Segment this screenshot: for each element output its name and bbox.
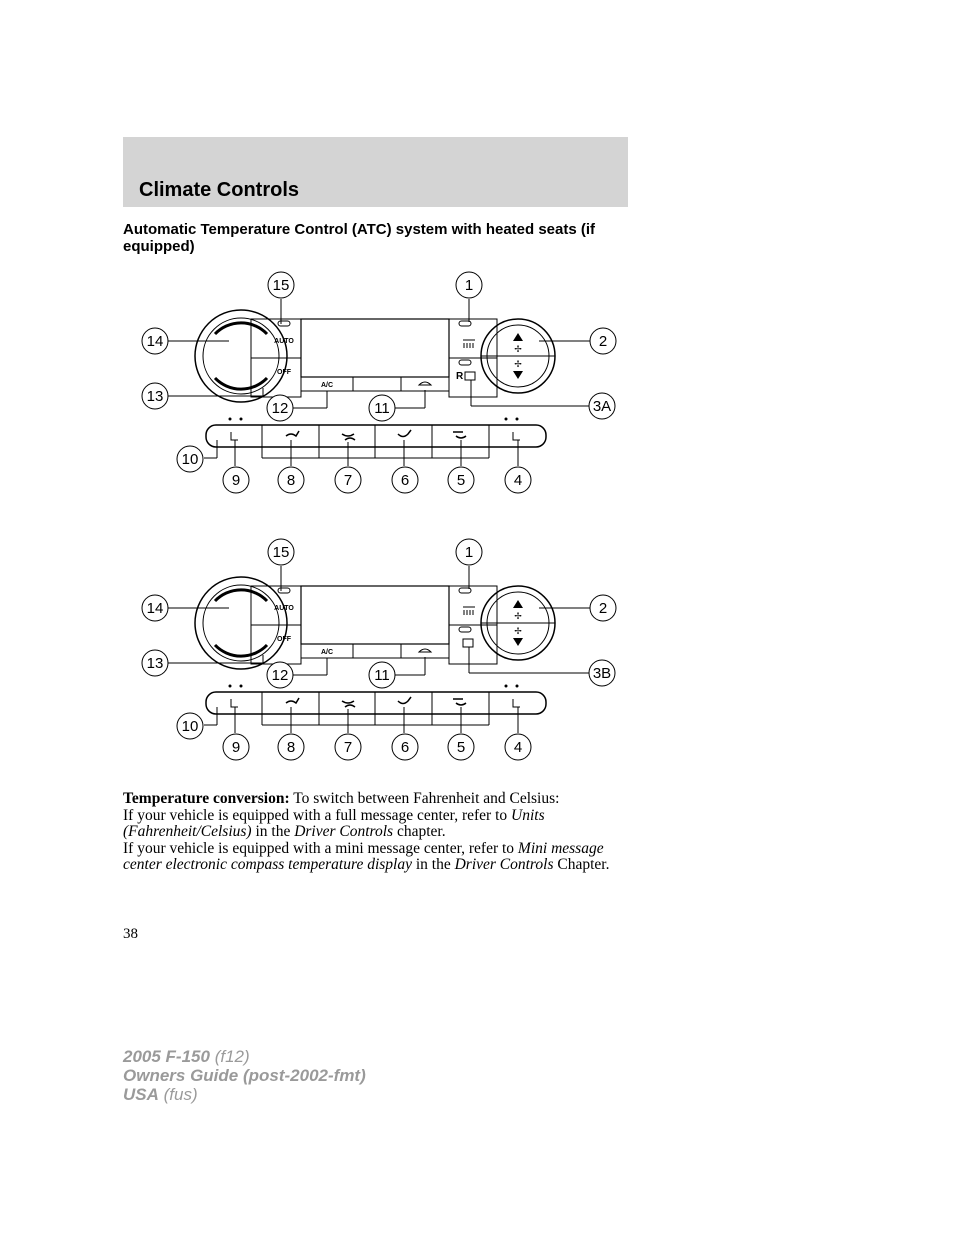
conversion-label: Temperature conversion: [123, 790, 290, 807]
callout-2: 2 [598, 600, 608, 617]
callout-11: 11 [374, 667, 390, 684]
reference-driver-controls: Driver Controls [454, 856, 554, 873]
callout-15: 15 [272, 544, 290, 561]
ac-label: A/C [320, 649, 334, 656]
callout-4: 4 [513, 739, 523, 756]
callout-5: 5 [456, 472, 466, 489]
subheading: Automatic Temperature Control (ATC) system with heated seats (if equipped) [123, 221, 596, 255]
callout-3b: 3B [592, 665, 612, 682]
callout-6: 6 [400, 739, 410, 756]
footer-market-code: (fus) [163, 1085, 198, 1104]
section-title: Climate Controls [139, 179, 300, 201]
body-text [123, 791, 628, 874]
callout-5: 5 [456, 739, 466, 756]
reference-units: Units (Fahrenheit/Celsius) [123, 806, 545, 840]
callout-12: 12 [271, 667, 289, 684]
footer-line-1 [123, 1047, 366, 1066]
page-number: 38 [123, 926, 138, 942]
ac-label: A/C [320, 382, 334, 389]
callout-2: 2 [598, 333, 608, 350]
callout-4: 4 [513, 472, 523, 489]
svg-text:✢: ✢ [514, 359, 522, 369]
text-span: If your vehicle is equipped with a full message center, refer to [123, 806, 508, 824]
section-header-band [123, 137, 628, 207]
callout-8: 8 [286, 472, 296, 489]
paragraph-mini-message-center [123, 841, 628, 874]
climate-panel-diagram-1 [123, 270, 628, 500]
callout-14: 14 [146, 333, 164, 350]
text-span: in the [415, 856, 451, 873]
callout-1: 1 [464, 277, 474, 294]
footer [123, 1047, 366, 1104]
text-span: If your vehicle is equipped with a mini message center, refer to [123, 839, 515, 857]
conversion-text: To switch between Fahrenheit and Celsius: [293, 790, 560, 807]
callout-1: 1 [464, 544, 474, 561]
footer-line-3 [123, 1085, 366, 1104]
text-span: Chapter. [557, 856, 610, 873]
callout-3a: 3A [592, 398, 612, 415]
reference-driver-controls: Driver Controls [294, 823, 394, 840]
footer-market: USA [123, 1085, 159, 1104]
callout-15: 15 [272, 277, 290, 294]
callout-12: 12 [271, 400, 289, 417]
auto-label: AUTO [274, 338, 294, 345]
paragraph-conversion [123, 791, 628, 808]
callout-10: 10 [181, 718, 199, 735]
callout-10: 10 [181, 451, 199, 468]
svg-text:✢: ✢ [514, 626, 522, 636]
callout-6: 6 [400, 472, 410, 489]
callout-7: 7 [343, 472, 353, 489]
rear-label: R [456, 371, 464, 382]
paragraph-full-message-center [123, 808, 628, 841]
text-span: in the [255, 823, 291, 840]
footer-model: 2005 F-150 [123, 1047, 210, 1066]
footer-line-2 [123, 1066, 366, 1085]
callout-9: 9 [231, 472, 241, 489]
off-label: OFF [277, 369, 291, 376]
footer-model-code: (f12) [214, 1047, 250, 1066]
callout-7: 7 [343, 739, 353, 756]
callout-9: 9 [231, 739, 241, 756]
callout-14: 14 [146, 600, 164, 617]
callout-13: 13 [146, 388, 164, 405]
callout-11: 11 [374, 400, 390, 417]
auto-label: AUTO [274, 605, 294, 612]
callout-13: 13 [146, 655, 164, 672]
climate-panel-diagram-2 [123, 537, 628, 767]
off-label: OFF [277, 636, 291, 643]
text-span: chapter. [396, 823, 446, 840]
svg-text:✢: ✢ [514, 611, 522, 621]
callout-8: 8 [286, 739, 296, 756]
svg-text:✢: ✢ [514, 344, 522, 354]
footer-guide: Owners Guide (post-2002-fmt) [123, 1066, 366, 1085]
reference-mini-message-center: Mini message center electronic compass temperature display [123, 839, 604, 873]
